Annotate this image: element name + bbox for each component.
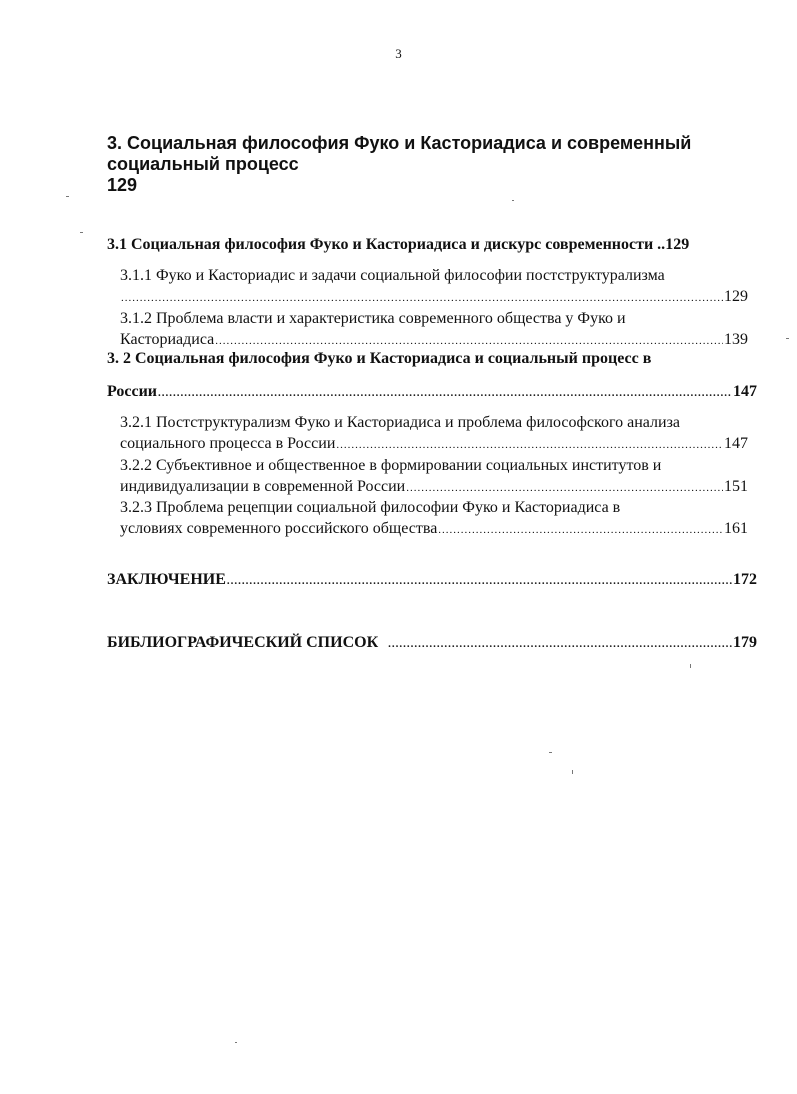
toc-entry-3-2-1 (120, 412, 748, 456)
toc-entry-3-1-1 (120, 265, 748, 309)
toc-entry-line: 3.1.2 Проблема власти и характеристика современного общества у Фуко и (120, 310, 626, 327)
chapter-page: 129 (107, 175, 138, 195)
chapter-title-line2: социальный процесс (107, 154, 299, 174)
toc-entry-3-2-2 (120, 455, 748, 499)
toc-entry-text: Касториадиса (120, 331, 215, 348)
toc-entry-3-1-2 (120, 308, 748, 352)
toc-entry-page: 147 (733, 383, 757, 400)
scan-speck (786, 338, 789, 339)
scan-speck (512, 200, 514, 201)
toc-leader-dots (158, 383, 732, 404)
toc-entry-page: 179 (733, 634, 757, 651)
scan-speck (690, 664, 691, 668)
scan-speck (80, 232, 83, 233)
toc-leader-dots (121, 288, 723, 309)
toc-leader-dots (227, 571, 732, 592)
toc-entry-page: 139 (724, 331, 748, 348)
toc-entry-text: России (107, 383, 158, 400)
page-number: 3 (395, 46, 402, 61)
toc-entry-page: 151 (724, 478, 748, 495)
toc-entry-bibliography (107, 632, 757, 655)
toc-entry-text: 3.1 Социальная философия Фуко и Касториадиса и дискурс современности .. (107, 236, 666, 253)
toc-entry-text: ЗАКЛЮЧЕНИЕ (107, 571, 226, 588)
toc-entry-page: 129 (724, 288, 748, 305)
toc-entry-page: 129 (665, 236, 690, 253)
toc-entry-text: социального процесса в России (120, 435, 336, 452)
toc-entry-3-1 (107, 234, 757, 255)
toc-entry-line: 3.1.1 Фуко и Касториадис и задачи социальной философии постструктурализма (120, 267, 665, 284)
scan-speck (549, 752, 552, 753)
toc-entry-line: 3. 2 Социальная философия Фуко и Касториадиса и социальный процесс в (107, 350, 652, 367)
scan-speck (572, 770, 573, 774)
toc-leader-dots (438, 520, 723, 541)
toc-entry-line: 3.2.3 Проблема рецепции социальной философии Фуко и Касториадиса в (120, 499, 621, 516)
toc-entry-text: условиях современного российского общества (120, 520, 438, 537)
toc-leader-dots (388, 634, 732, 655)
scan-speck (235, 1042, 237, 1043)
toc-entry-line: 3.2.2 Субъективное и общественное в формировании социальных институтов и (120, 457, 662, 474)
toc-entry-text: БИБЛИОГРАФИЧЕСКИЙ СПИСОК (107, 634, 379, 651)
chapter-title-line1: 3. Социальная философия Фуко и Касториадиса и современный (107, 133, 692, 153)
toc-entry-3-2-3 (120, 497, 748, 541)
scan-speck (66, 196, 69, 197)
toc-leader-dots (406, 478, 723, 499)
toc-entry-conclusion (107, 569, 757, 592)
toc-entry-page: 147 (724, 435, 748, 452)
toc-entry-3-2 (107, 348, 757, 404)
chapter-title (107, 133, 747, 196)
toc-entry-page: 172 (733, 571, 757, 588)
toc-leader-dots (336, 435, 723, 456)
toc-entry-page: 161 (724, 520, 748, 537)
toc-entry-text: индивидуализации в современной России (120, 478, 406, 495)
toc-entry-line: 3.2.1 Постструктурализм Фуко и Касториадиса и проблема философского анализа (120, 414, 680, 431)
